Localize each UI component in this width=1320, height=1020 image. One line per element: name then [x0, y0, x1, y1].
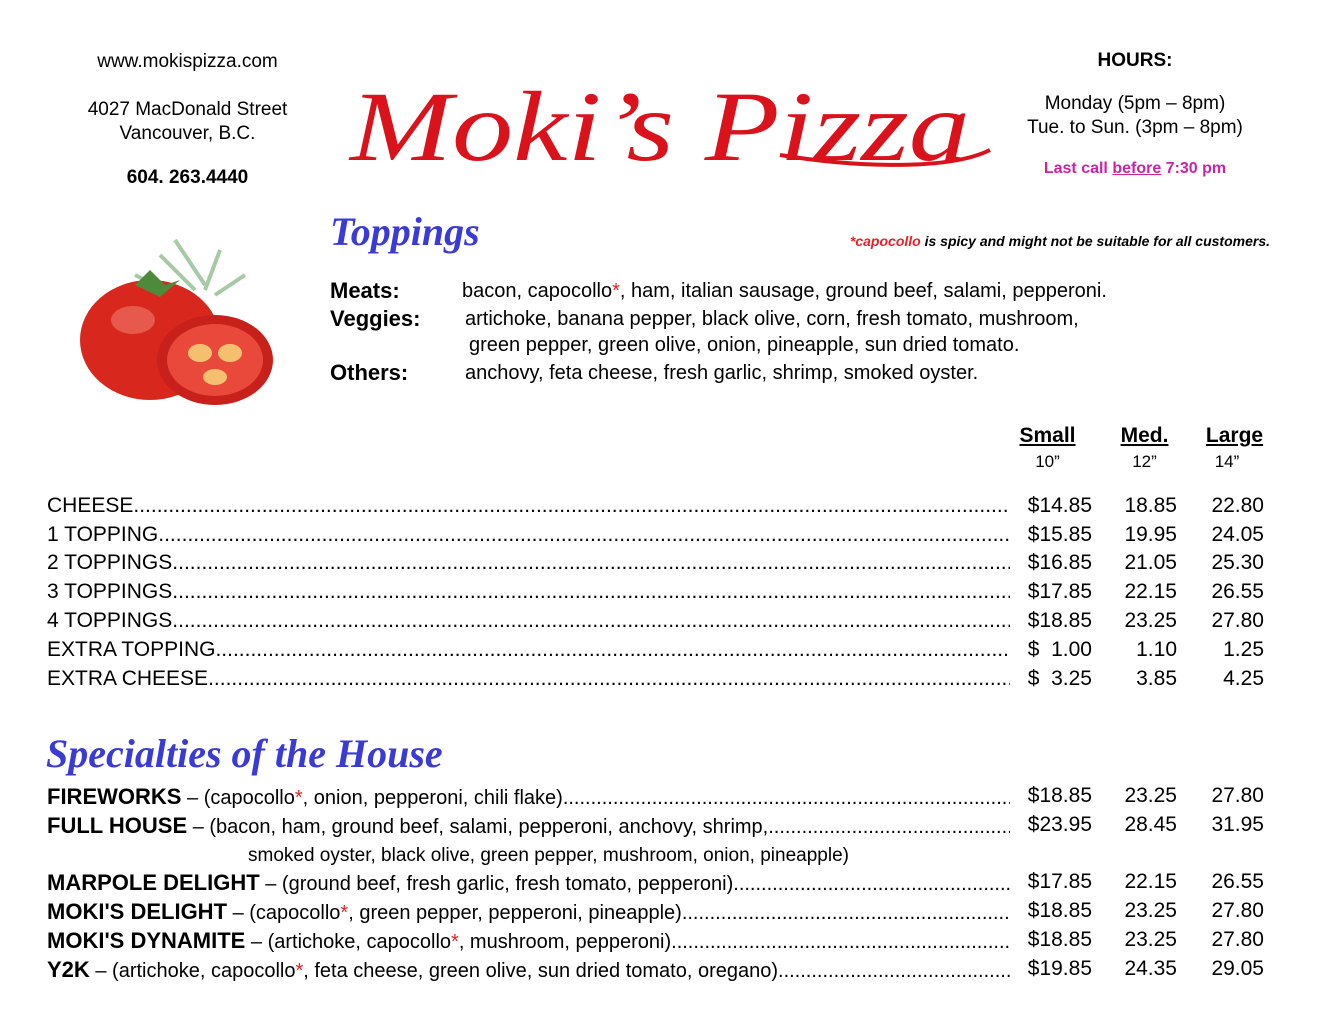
- price-row-4-toppings: [47, 609, 1272, 637]
- specialty-desc-a: – (ground beef, fresh garlic, fresh tomato, pepperoni): [259, 873, 734, 895]
- price-med: 23.25: [1124, 899, 1177, 922]
- meats-label: Meats:: [330, 278, 400, 303]
- specialty-text: [47, 957, 1010, 983]
- price-row-1-topping: [47, 523, 1272, 551]
- capocollo-note: [700, 233, 1270, 249]
- price-large: 26.55: [1211, 870, 1264, 893]
- price-med: 21.05: [1124, 551, 1177, 574]
- price-row-extra-cheese: [47, 667, 1272, 695]
- toppings-title: Toppings: [330, 209, 480, 254]
- price-small: $23.95: [1027, 813, 1092, 836]
- specialty-desc-a: – (capocollo: [181, 787, 295, 809]
- price-large: 29.05: [1211, 957, 1264, 980]
- meats-b: , ham, italian sausage, ground beef, salami, pepperoni.: [619, 280, 1107, 302]
- last-call: [995, 160, 1275, 178]
- specialty-star: *: [451, 931, 459, 953]
- veggies-line-2: green pepper, green olive, onion, pineapple, sun dried tomato.: [469, 334, 1020, 356]
- price-row-name: EXTRA CHEESE .....: [47, 667, 1010, 691]
- capocollo-note-red: *capocollo: [849, 233, 921, 249]
- specialty-desc-a: – (artichoke, capocollo: [245, 931, 452, 953]
- price-large: 25.30: [1211, 551, 1264, 574]
- veggies-label: Veggies:: [330, 306, 421, 331]
- price-small: $14.85: [1027, 494, 1092, 517]
- price-small: $16.85: [1027, 551, 1092, 574]
- price-med: 3.85: [1136, 667, 1177, 690]
- price-small: $17.85: [1027, 870, 1092, 893]
- specialty-mokis-delight: [47, 899, 1272, 927]
- price-large: 24.05: [1211, 523, 1264, 546]
- size-med-inch: 12”: [1132, 452, 1157, 471]
- price-med: 23.25: [1124, 609, 1177, 632]
- price-med: 1.10: [1136, 638, 1177, 661]
- price-row-name: 4 TOPPINGS .....: [47, 609, 1010, 633]
- price-row-name: EXTRA TOPPING .....: [47, 638, 1010, 662]
- address-line-2: Vancouver, B.C.: [119, 123, 256, 144]
- size-small: Small: [1019, 424, 1076, 447]
- last-call-before: before: [1112, 160, 1162, 177]
- specialty-star: *: [295, 960, 304, 982]
- price-large: 31.95: [1211, 813, 1264, 836]
- price-med: 22.15: [1124, 580, 1177, 603]
- price-small: $17.85: [1027, 580, 1092, 603]
- meats-a: bacon, capocollo: [462, 280, 613, 302]
- last-call-suffix: 7:30 pm: [1161, 160, 1227, 177]
- specialty-text: [47, 813, 1010, 839]
- price-med: 18.85: [1124, 494, 1177, 517]
- logo-text: Moki’s Pizza: [347, 71, 970, 182]
- specialty-name: MARPOLE DELIGHT: [47, 870, 260, 895]
- price-large: 1.25: [1223, 638, 1264, 661]
- specialty-star: *: [340, 902, 349, 924]
- price-small: $18.85: [1027, 899, 1092, 922]
- price-small: $18.85: [1027, 609, 1092, 632]
- address-line-1: 4027 MacDonald Street: [87, 99, 288, 120]
- specialty-fireworks: [47, 784, 1272, 812]
- last-call-prefix: Last call: [1043, 160, 1113, 177]
- price-large: 26.55: [1211, 580, 1264, 603]
- price-small: $19.85: [1027, 957, 1092, 980]
- specialty-desc-b: , feta cheese, green olive, sun dried tomato, oregano): [303, 960, 779, 982]
- capocollo-note-rest: is spicy and might not be suitable for all customers.: [920, 233, 1270, 249]
- size-med: Med.: [1120, 424, 1169, 447]
- mokis-pizza-logo: [340, 60, 1000, 210]
- price-small: $ 1.00: [1027, 638, 1092, 661]
- specialty-text: [47, 899, 1010, 925]
- price-med: 19.95: [1124, 523, 1177, 546]
- others-list: anchovy, feta cheese, fresh garlic, shrimp, smoked oyster.: [465, 362, 979, 384]
- price-row-name: 1 TOPPING .....: [47, 523, 1010, 547]
- specialty-text: [47, 928, 1010, 954]
- specialty-desc-a: – (capocollo: [227, 902, 341, 924]
- price-large: 27.80: [1211, 899, 1264, 922]
- specialty-name: MOKI'S DELIGHT: [47, 899, 228, 924]
- meats-star: *: [612, 280, 620, 302]
- price-row-name: CHEESE .....: [47, 494, 1010, 518]
- meats-list: [462, 280, 1107, 303]
- specialty-name: Y2K: [47, 957, 90, 982]
- tomato-illustration: [55, 235, 290, 410]
- specialty-desc-b: , mushroom, pepperoni): [458, 931, 672, 953]
- price-small: $ 3.25: [1027, 667, 1092, 690]
- price-large: 27.80: [1211, 784, 1264, 807]
- specialty-text: [47, 870, 1010, 896]
- hours-line-2: Tue. to Sun. (3pm – 8pm): [1027, 117, 1243, 138]
- specialty-marpole-delight: [47, 870, 1272, 898]
- price-med: 23.25: [1124, 784, 1177, 807]
- price-med: 22.15: [1124, 870, 1177, 893]
- specialty-y2k: [47, 957, 1272, 985]
- price-med: 24.35: [1124, 957, 1177, 980]
- hours-line-1: Monday (5pm – 8pm): [1044, 93, 1226, 114]
- specialty-name: MOKI'S DYNAMITE: [47, 928, 246, 953]
- specialty-desc-b: , onion, pepperoni, chili flake): [302, 787, 563, 809]
- price-row-3-toppings: [47, 580, 1272, 608]
- price-large: 27.80: [1211, 928, 1264, 951]
- size-large: Large: [1205, 424, 1264, 447]
- phone-number: 604. 263.4440: [126, 167, 249, 188]
- size-small-inch: 10”: [1035, 452, 1060, 471]
- hours-title: HOURS:: [1097, 50, 1173, 71]
- specialty-name: FULL HOUSE: [47, 813, 188, 838]
- others-label: Others:: [330, 360, 409, 385]
- specialty-name: FIREWORKS: [47, 784, 182, 809]
- price-row-extra-topping: [47, 638, 1272, 666]
- price-small: $15.85: [1027, 523, 1092, 546]
- specialty-text: [47, 784, 1010, 810]
- price-row-name: 3 TOPPINGS .....: [47, 580, 1010, 604]
- price-row-2-toppings: [47, 551, 1272, 579]
- specialties-title: Specialties of the House: [46, 731, 443, 776]
- size-large-inch: 14”: [1214, 452, 1240, 471]
- veggies-line-1: artichoke, banana pepper, black olive, corn, fresh tomato, mushroom,: [465, 308, 1079, 330]
- specialty-star: *: [294, 787, 303, 809]
- specialty-desc-a: – (artichoke, capocollo: [89, 960, 296, 982]
- website[interactable]: www.mokispizza.com: [97, 51, 278, 72]
- price-med: 23.25: [1124, 928, 1177, 951]
- price-large: 4.25: [1223, 667, 1264, 690]
- price-small: $18.85: [1027, 784, 1092, 807]
- specialty-desc-b: , green pepper, pepperoni, pineapple): [348, 902, 682, 924]
- price-large: 27.80: [1211, 609, 1264, 632]
- price-row-cheese: [47, 494, 1272, 522]
- specialty-mokis-dynamite: [47, 928, 1272, 956]
- price-med: 28.45: [1124, 813, 1177, 836]
- full-house-line-2: smoked oyster, black olive, green pepper, mushroom, onion, pineapple): [248, 845, 849, 866]
- price-row-name: 2 TOPPINGS .....: [47, 551, 1010, 575]
- price-large: 22.80: [1211, 494, 1264, 517]
- price-small: $18.85: [1027, 928, 1092, 951]
- specialty-desc-a: – (bacon, ham, ground beef, salami, pepperoni, anchovy, shrimp,: [187, 816, 769, 838]
- specialty-full-house: [47, 813, 1272, 841]
